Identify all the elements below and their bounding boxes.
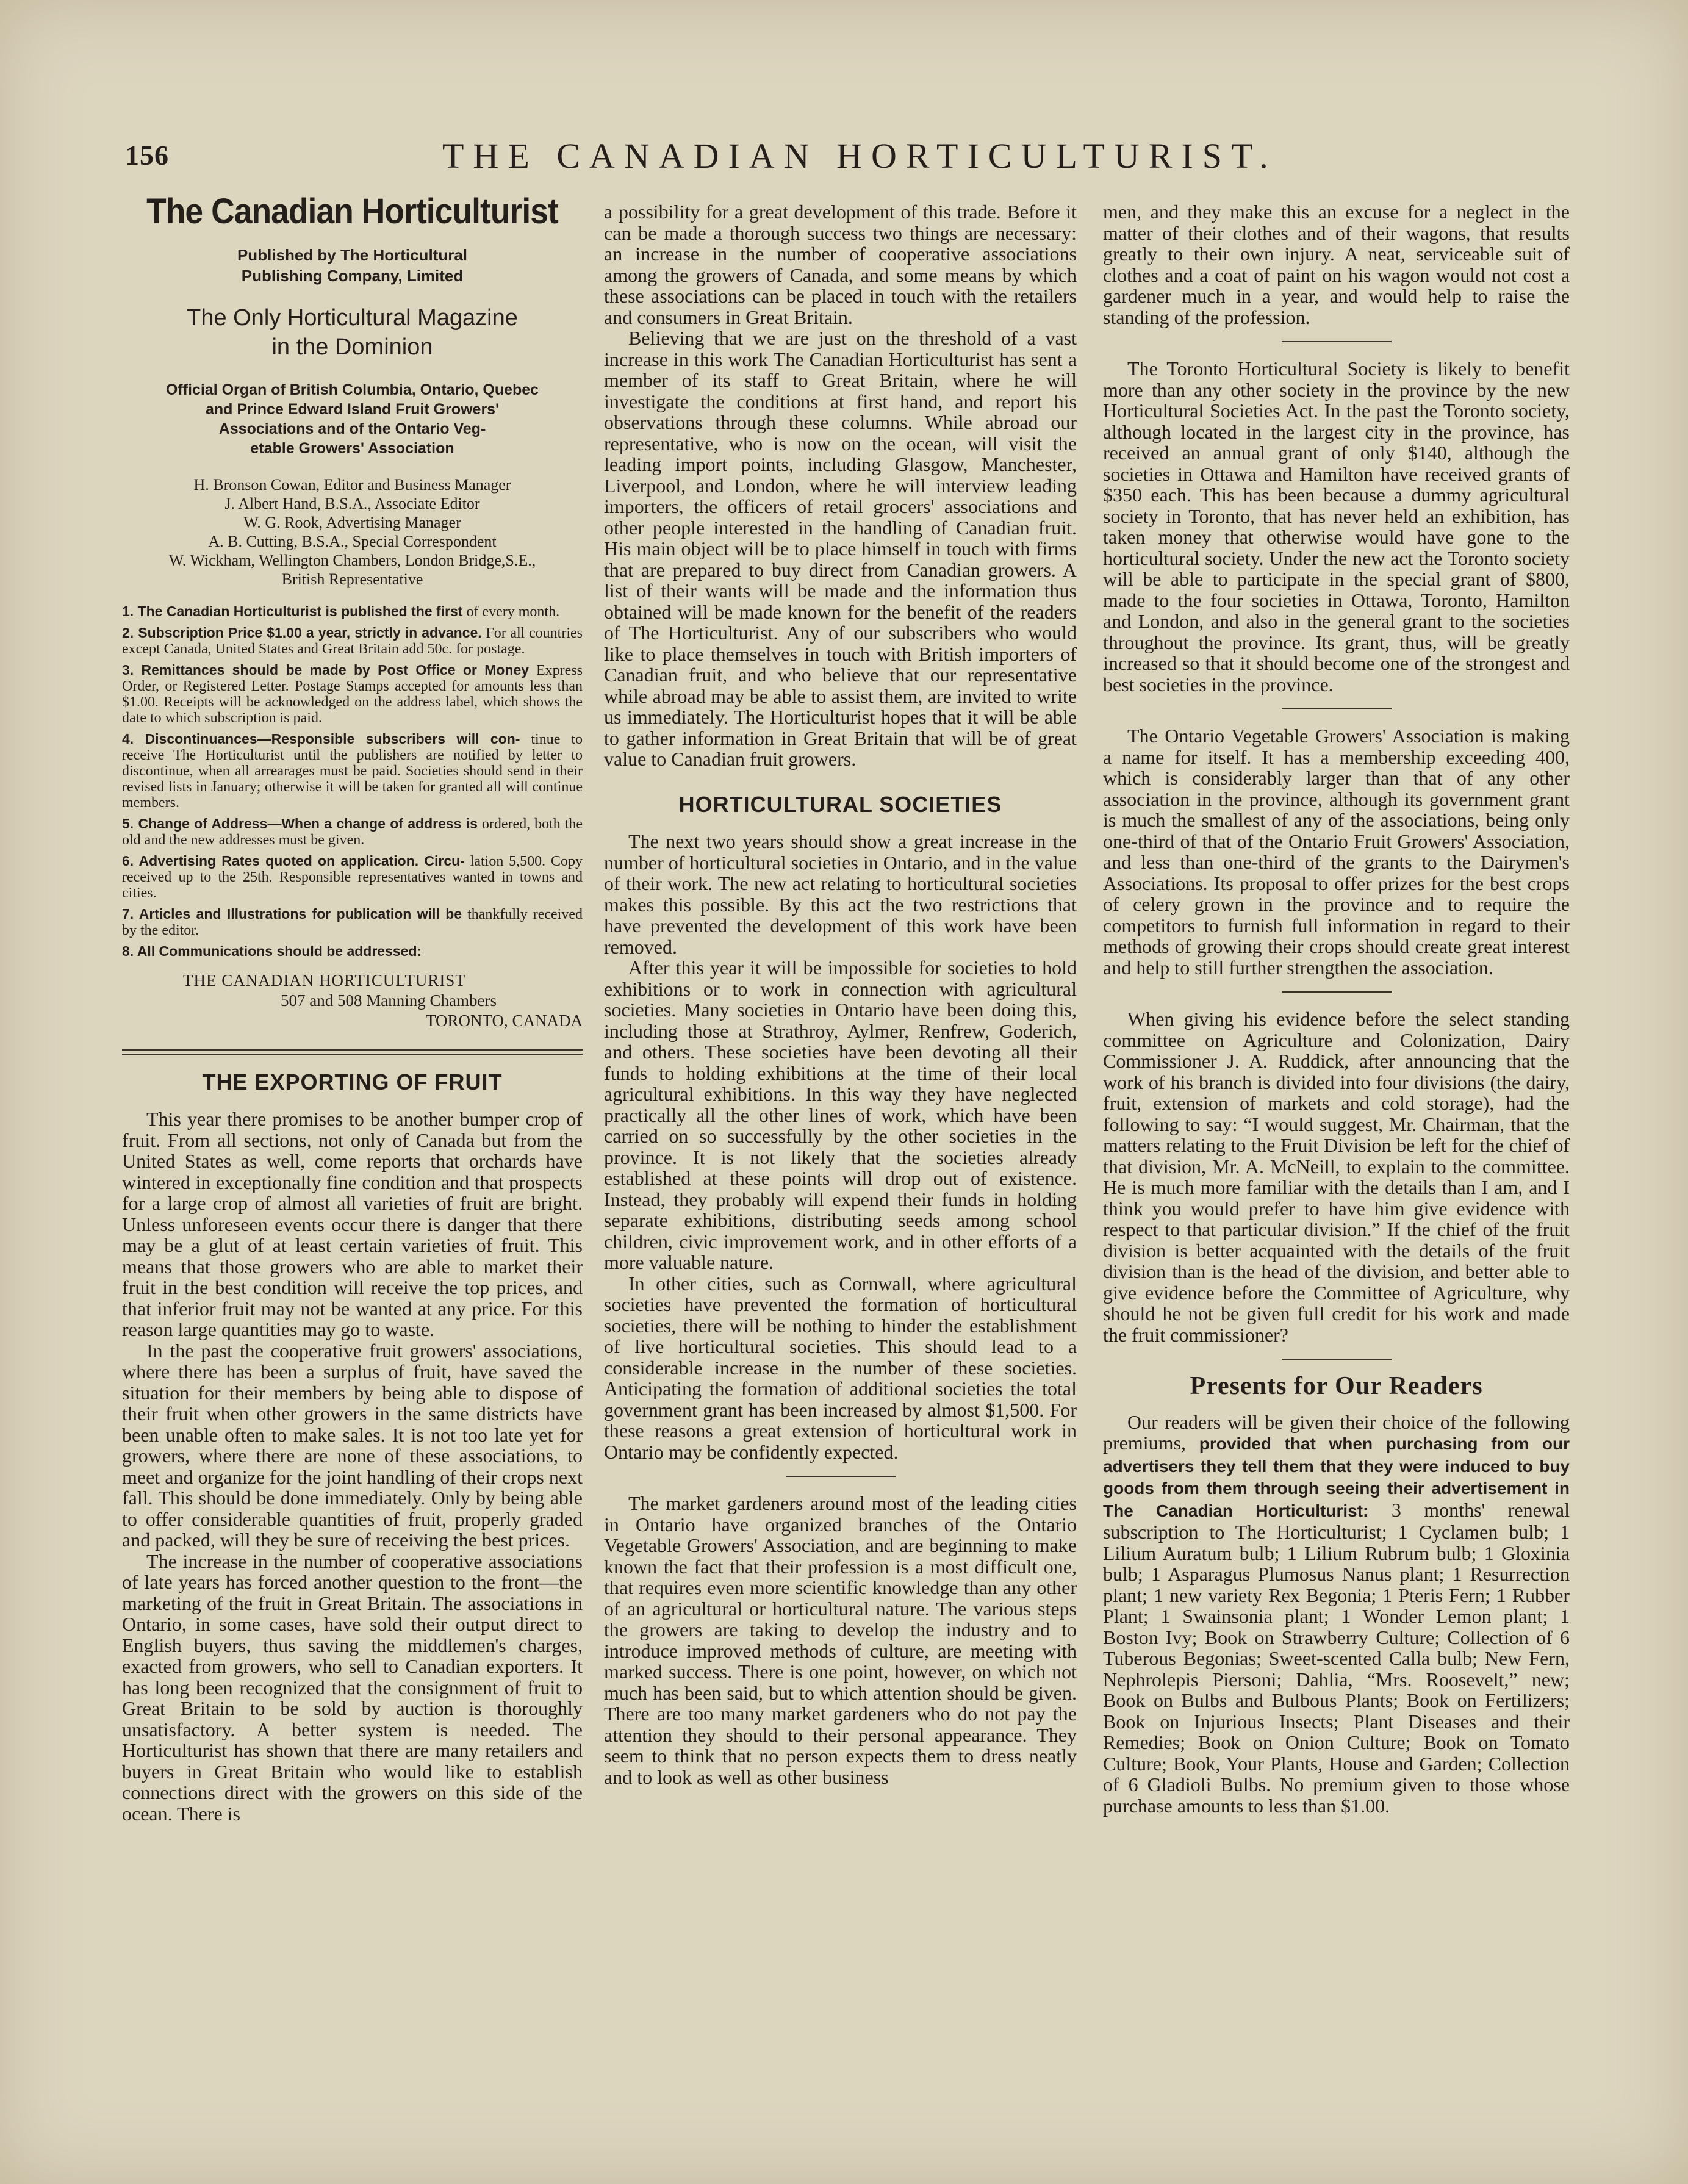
article-paragraph: The market gardeners around most of the leading cities in Ontario have organized branches of the Ontario Vegetable Growers' Association, and are beginning to make known the fact that their profession is a most difficult one, that requires even more scientific knowledge than any other of an agricultural or horticultural nature. The various steps the growers are taking to develop the industry and to introduce improved methods of culture, are meeting with marked success. There is one point, however, on which not much has been said, but to which attention should be given. There are too many market gardeners who do not pay the attention they should to their personal appearance. They seem to think that no person expects them to dress neatly and to look as well as other business <box>604 1492 1077 1788</box>
article-paragraph: This year there promises to be another bumper crop of fruit. From all sections, not only of Canada but from the United States as well, come reports that orchards have wintered in exceptionally fine condition and that prospects for a large crop of almost all varieties of fruit are bright. Unless unforeseen events occur there is danger that there may be a glut of at least certain varieties of fruit. This means that those growers who are able to market their fruit in the best condition will receive the top prices, and that inferior fruit may not be wanted at any price. For this reason large quantities may go to waste. <box>122 1108 583 1340</box>
article-paragraph: The Ontario Vegetable Growers' Association is making a name for itself. It has a membership exceeding 400, which is considerably larger than that of any other association in the province, although its government grant is much the smallest of any of the associations, being only one-third of that of the Ontario Fruit Growers' Association, and less than one-third of the grants to the Dairymen's Associations. Its proposal to offer prizes for the best crops of celery grown in the province and to require the competitors to furnish full information in regard to their methods of growing their crops should create great interest and help to still further strengthen the association. <box>1103 725 1570 979</box>
staff-list <box>122 475 583 589</box>
page-header <box>125 135 1546 178</box>
column-right <box>1103 201 1570 1816</box>
article-paragraph: The Toronto Horticultural Society is likely to benefit more than any other society in the province by the new Horticultural Societies Act. In the past the Toronto society, although located in the largest city in the province, has received an annual grant of only $140, although the societies in Ottawa and Hamilton have received grants of $350 each. This has been because a dummy agricultural society in Toronto, that has never held an exhibition, has taken money that otherwise would have gone to the horticultural society. Under the new act the Toronto society will be able to participate in the special grant of $800, made to the four societies in Ottawa, Toronto, Hamilton and London, and also in the general grant to the societies throughout the province. Its grant, thus, will be greatly increased so that it should become one of the strongest and best societies in the province. <box>1103 357 1570 695</box>
section-divider <box>1282 1359 1392 1360</box>
column-left <box>122 192 583 1825</box>
article-paragraph: Our readers will be given their choice of the following premiums, provided that when purchasing from our advertisers they tell them that they were induced to buy goods from them through seeing their advertisement in The Canadian Horticulturist: 3 months' renewal subscription to The Horticulturist; 1 Cyclamen bulb; 1 Lilium Auratum bulb; 1 Lilium Rubrum bulb; 1 Gloxinia bulb; 1 Asparagus Plumosus Nanus plant; 1 Resurrection plant; 1 new variety Rex Begonia; 1 Pteris Fern; 1 Rubber Plant; 1 Swainsonia plant; 1 Wonder Lemon plant; 1 Boston Ivy; Book on Strawberry Culture; Collection of 6 Tuberous Begonias; Sweet-scented Calla bulb; New Fern, Nephrolepis Piersoni; Dahlia, “Mrs. Roosevelt,” new; Book on Bulbs and Bulbous Plants; Book on Fertilizers; Book on Injurious Insects; Plant Diseases and their Remedies; Book on Onion Culture; Book on Tomato Culture; Book, Your Plants, House and Garden; Collection of 6 Gladioli Bulbs. No premium given to those whose purchase amounts to less than $1.00. <box>1103 1410 1570 1817</box>
publisher-line: Published by The Horticultural Publishing Company, Limited <box>237 245 468 285</box>
column-middle <box>604 201 1077 1787</box>
article-paragraph: In other cities, such as Cornwall, where agricultural societies have prevented the formation of horticultural societies, there will be nothing to hinder the establishment of live horticultural societies. This should lead to a considerable increase in the number of these societies. Anticipating the formation of additional societies the total government grant has been increased by almost $1,500. For these reasons a great extension of horticultural work in Ontario may be confidently expected. <box>604 1272 1077 1463</box>
staff-line: British Representative <box>281 570 423 588</box>
article-paragraph: In the past the cooperative fruit growers' associations, where there has been a surplus of fruit, have saved the situation for their members by being able to dispose of their fruit when other growers in the same districts have been unable often to make sales. It is not too late yet for growers, where there are none of these associations, to meet and organize for the joint handling of their crops next fall. This should be done immediately. Only by being able to offer considerable quantities of fruit, properly graded and packed, will they be sure of receiving the best prices. <box>122 1339 583 1551</box>
rule-item: 3. Remittances should be made by Post Office or Money Express Order, or Registered Letter. Postage Stamps accepted for amounts less than $1.00. Receipts will be acknowledged on the address label, which shows the date to which subscription is paid. <box>122 661 583 726</box>
running-title: THE CANADIAN HORTICULTURIST. <box>442 136 1277 176</box>
staff-line: W. G. Rook, Advertising Manager <box>243 513 461 531</box>
section-divider <box>786 1476 896 1477</box>
presents-heading: Presents for Our Readers <box>1190 1372 1483 1400</box>
staff-line: W. Wickham, Wellington Chambers, London Bridge,S.E., <box>168 551 536 569</box>
article-paragraph: The increase in the number of cooperative associations of late years has forced another question to the front—the marketing of the fruit in Great Britain. The associations in Ontario, in some cases, have sold their output direct to English buyers, thus saving the middlemen's charges, exacted from growers, who sell to Canadian exporters. It has long been recognized that the consignment of fruit to Great Britain to be sold by auction is thoroughly unsatisfactory. A better system is needed. The Horticulturist has shown that there are many retailers and buyers in Great Britain who would like to establish connections direct with the growers on this side of the ocean. There is <box>122 1550 583 1825</box>
subscription-rules <box>122 603 583 960</box>
rule-item: 6. Advertising Rates quoted on application. Circu- lation 5,500. Copy received up to the 25th. Responsible representatives wanted in towns and cities. <box>122 852 583 901</box>
page-number: 156 <box>125 140 169 171</box>
rule-item: 4. Discontinuances—Responsible subscribers will con- tinue to receive The Horticulturist until the publishers are notified by letter to discontinue, when all arrearages must be paid. Societies should send in their revised lists in January; otherwise it will be taken for granted all will continue members. <box>122 730 583 811</box>
rule-item: 2. Subscription Price $1.00 a year, strictly in advance. For all countries except Canada, United States and Great Britain add 50c. for postage. <box>122 624 583 657</box>
only-magazine-line: The Only Horticultural Magazine in the Dominion <box>187 304 518 360</box>
exporting-heading: THE EXPORTING OF FRUIT <box>202 1069 503 1094</box>
article-paragraph: After this year it will be impossible for societies to hold exhibitions or to work in connection with agricultural societies. Many societies in Ontario have been doing this, including those at Strathroy, Aylmer, Renfrew, Goderich, and others. These societies have been devoting all their funds to holding exhibitions at the time of their local agricultural exhibitions. In this way they have neglected practically all the other lines of work, which have been carried on so successfully by the other societies in the province. It is not likely that the societies already established at these points will drop out of existence. Instead, they probably will expend their funds in holding separate exhibitions, distributing seeds among school children, civic improvement work, and in other efforts of a more valuable nature. <box>604 957 1077 1273</box>
rule-item: 1. The Canadian Horticulturist is published the first of every month. <box>122 603 560 620</box>
article-paragraph: When giving his evidence before the select standing committee on Agriculture and Colonization, Dairy Commissioner J. A. Ruddick, after announcing that the work of his branch is divided into four divisions (the dairy, fruit, extension of markets and cold storage), had the following to say: “I would suggest, Mr. Chairman, that the matters relating to the Fruit Division be left for the chief of that division, Mr. A. McNeill, to explain to the committee. He is much more familiar with the details than I am, and I think you would prefer to have him give evidence with respect to that particular division.” If the chief of the fruit division is better acquainted with the details of the fruit division than is the head of the division, and better able to give evidence before the Committee of Agriculture, why should he not be given full credit for his work and made the fruit commissioner? <box>1103 1008 1570 1346</box>
rule-item: 8. All Communications should be addressed: <box>122 943 422 959</box>
article-paragraph: The next two years should show a great increase in the number of horticultural societies in Ontario, and in the value of their work. The new act relating to horticultural societies makes this possible. By this act the two restrictions that have prevented the development of this work have been removed. <box>604 830 1077 958</box>
staff-line: A. B. Cutting, B.S.A., Special Correspondent <box>208 532 497 550</box>
section-divider <box>1282 991 1392 993</box>
section-divider <box>1282 341 1392 342</box>
masthead-title: The Canadian Horticulturist <box>146 192 558 231</box>
article-paragraph: men, and they make this an excuse for a neglect in the matter of their clothes and of their wagons, that results greatly to their own injury. A neat, serviceable suit of clothes and a coat of paint on his wagon would not cost a gardener much in a year, and would help to raise the standing of the profession. <box>1103 201 1570 328</box>
staff-line: J. Albert Hand, B.S.A., Associate Editor <box>224 494 480 512</box>
article-paragraph: Believing that we are just on the threshold of a vast increase in this work The Canadian Horticulturist has sent a member of its staff to Great Britain, where he will investigate the conditions at first hand, and report his observations through these columns. While abroad our representative, who is now on the ocean, will visit the leading import points, including Glasgow, Manchester, Liverpool, and London, where he will interview leading importers, the officers of retail grocers' associations and other people interested in the handling of Canadian fruit. His main object will be to place himself in touch with firms that are prepared to buy direct from Canadian growers. A list of their wants will be made and the information thus obtained will be made known for the benefit of the readers of The Horticulturist. Any of our subscribers who would like to place themselves in touch with British importers of Canadian fruit, and who believe that our representative while abroad may be able to assist them, are invited to write us immediately. The Horticulturist hopes that it will be able to gather information in Great Britain that will be of great value to Canadian fruit growers. <box>604 327 1077 770</box>
rule-item: 7. Articles and Illustrations for publication will be thankfully received by the editor. <box>122 905 583 938</box>
section-divider <box>1282 708 1392 709</box>
rule-item: 5. Change of Address—When a change of address is ordered, both the old and the new addresses must be given. <box>122 815 583 848</box>
societies-heading: HORTICULTURAL SOCIETIES <box>678 791 1002 817</box>
mailing-address: THE CANADIAN HORTICULTURIST 507 and 508 Manning Chambers TORONTO, CANADA <box>183 971 583 1030</box>
staff-line: H. Bronson Cowan, Editor and Business Manager <box>193 475 511 494</box>
article-paragraph: a possibility for a great development of this trade. Before it can be made a thorough success two things are necessary: an increase in the number of cooperative associations among the growers of Canada, and some means by which these associations can be placed in touch with the retailers and consumers in Great Britain. <box>604 201 1077 328</box>
official-organ: Official Organ of British Columbia, Ontario, Quebec and Prince Edward Island Fruit Growers' Associations and of the Ontario Veg- etable Growers' Association <box>165 381 539 457</box>
double-rule <box>122 1049 583 1055</box>
